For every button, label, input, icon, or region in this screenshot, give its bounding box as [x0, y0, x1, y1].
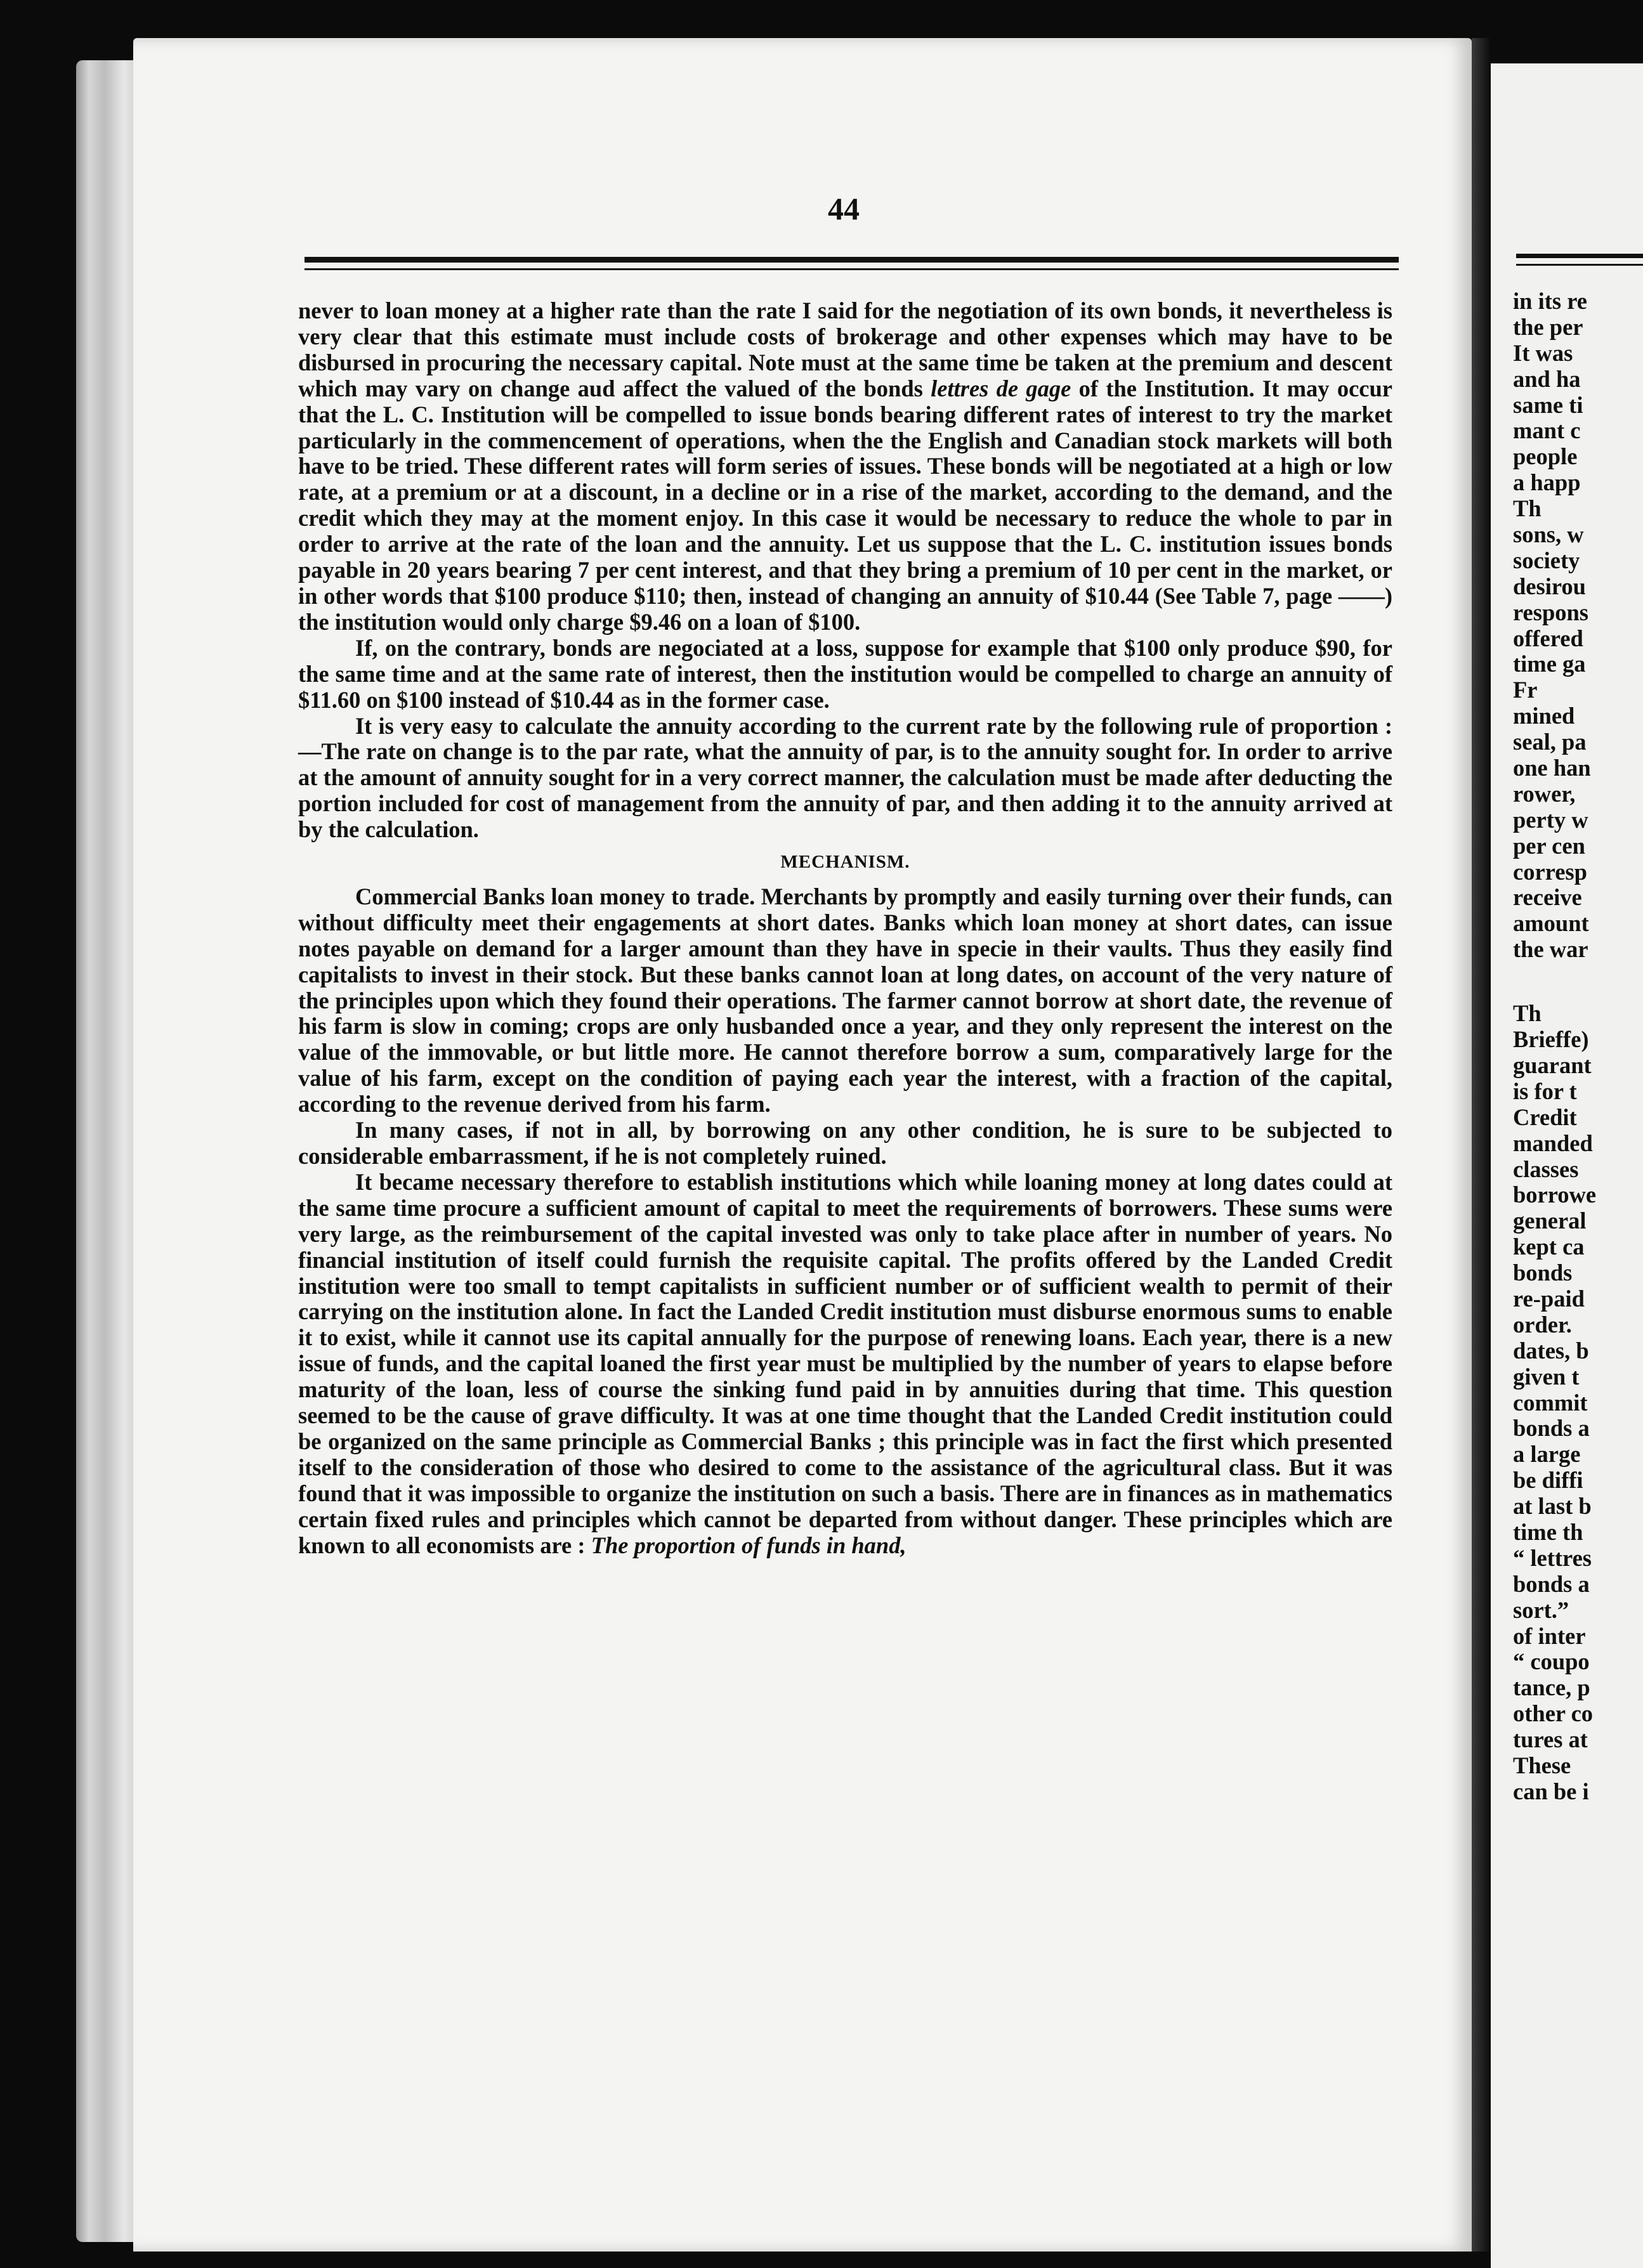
paragraph: It became necessary therefore to establish institutions which while loaning money at long dates could at the same time procure a sufficient amount of capital to meet the requirements of borrowers. These sums were very large, as the reimbursement of the capital invested was only to take place after in number of years. No financial institution of itself could furnish the requisite capital. The profits offered by the Landed Credit institution were too small to tempt capitalists in sufficient number or of sufficient wealth to permit of their carrying on the institution alone. In fact the Landed Credit institution must disburse enormous sums to enable it to exist, while it cannot use its capital annually for the purpose of renewing loans. Each year, there is a new issue of funds, and the capital loaned the first year must be multiplied by the number of years to elapse before maturity of the loan, less of course the sinking fund paid in by annuities during that time. This question seemed to be the cause of grave difficulty. It was at one time thought that the Landed Credit institution could be organized on the same principle as Commercial Banks ; this principle was in fact the first which presented itself to the consideration of those who desired to come to the assistance of the agricultural class. But it was found that it was impossible to organize the institution on such a basis. There are in finances as in mathematics certain fixed rules and principles which cannot be departed from without danger. These principles which are known to all economists are : The proportion of funds in hand, — [298, 1168, 1392, 1558]
paragraph: never to loan money at a higher rate than the rate I said for the negotiation of its own bonds, it nevertheless is very clear that this estimate must include costs of brokerage and other expenses which may have to be disbursed in procuring the necessary capital. Note must at the same time be taken at the premium and descent which may vary on change aud affect the valued of the bonds lettres de gage of the Institution. It may occur that the L. C. Institution will be compelled to issue bonds bearing different rates of interest to try the market particularly in the commencement of operations, when the the English and Canadian stock markets will both have to be tried. These different rates will form series of issues. These bonds will be negotiated at a high or low rate, at a premium or at a discount, in a decline or in a rise of the market, according to the demand, and the credit which they may at the moment enjoy. In this case it would be necessary to reduce the whole to par in order to arrive at the rate of the loan and the annuity. Let us suppose that the L. C. institution issues bonds payable in 20 years bearing 7 per cent interest, and that they bring a premium of 10 per cent in the market, or in other words that $100 produce $110; then, instead of changing an annuity of $10.44 (See Table 7, page ——) the institution would only charge $9.46 on a loan of $100. — [298, 297, 1392, 635]
facing-line: bonds a — [1513, 1570, 1590, 1597]
paragraph: If, on the contrary, bonds are negociated at a loss, suppose for example that $100 only produce $90, for the same time and at the same rate of interest, then the institution would be compelled to charge an annuity of $11.60 on $100 instead of $10.44 as in the former case. — [298, 634, 1392, 713]
facing-line: These — [1513, 1752, 1571, 1778]
facing-line: kept ca — [1513, 1234, 1585, 1260]
facing-line: be diffi — [1513, 1467, 1583, 1494]
book-gutter — [1472, 38, 1491, 2252]
facing-line: Th — [1513, 495, 1542, 522]
facing-line: It was — [1513, 339, 1573, 366]
facing-line: manded — [1513, 1130, 1593, 1156]
facing-line: people — [1513, 443, 1578, 470]
facing-line: a happ — [1513, 469, 1581, 496]
facing-line: the war — [1513, 936, 1588, 963]
facing-line: same ti — [1513, 391, 1583, 418]
facing-line: society — [1513, 547, 1580, 573]
body-text — [298, 298, 1392, 1559]
header-rule-thick — [304, 257, 1399, 263]
facing-line: per cen — [1513, 832, 1585, 859]
facing-line: of inter — [1513, 1622, 1586, 1649]
section-heading: MECHANISM. — [780, 852, 910, 873]
facing-line: borrowe — [1513, 1182, 1597, 1208]
facing-rule-thin — [1516, 264, 1643, 266]
facing-line: sort.” — [1513, 1596, 1569, 1623]
facing-line: the per — [1513, 313, 1583, 340]
facing-line: order. — [1513, 1311, 1572, 1338]
facing-line: at last b — [1513, 1493, 1592, 1520]
facing-line: amount — [1513, 910, 1589, 937]
facing-line: classes — [1513, 1156, 1579, 1182]
book-edge — [76, 60, 140, 2242]
facing-line: rower, — [1513, 780, 1576, 807]
facing-line: perty w — [1513, 806, 1588, 833]
facing-line — [1513, 963, 1643, 1001]
facing-line: “ lettres — [1513, 1544, 1592, 1571]
facing-line: guarant — [1513, 1052, 1592, 1078]
facing-line: Credit — [1513, 1104, 1577, 1130]
facing-line: general — [1513, 1208, 1587, 1234]
page-number: 44 — [828, 191, 860, 226]
facing-line: other co — [1513, 1700, 1594, 1727]
paragraph: It is very easy to calculate the annuity according to the current rate by the following rule of proportion :—The rate on change is to the par rate, what the annuity of par, is to the annuity sought for. In order to arrive at the amount of annuity sought for in a very correct manner, the calculation must be made after deducting the portion included for cost of management from the annuity of par, and then adding it to the annuity arrived at by the calculation. — [298, 712, 1392, 843]
facing-rule-thick — [1516, 254, 1643, 258]
facing-line: a large — [1513, 1441, 1581, 1468]
facing-line: in its re — [1513, 288, 1587, 314]
facing-line: “ coupo — [1513, 1648, 1590, 1675]
facing-page-text — [1513, 289, 1643, 1805]
facing-line: mined — [1513, 703, 1575, 729]
facing-line: Th — [1513, 1000, 1542, 1027]
facing-line: time th — [1513, 1518, 1583, 1545]
facing-line: re-paid — [1513, 1285, 1585, 1312]
facing-line: commit — [1513, 1389, 1588, 1416]
facing-line: tures at — [1513, 1726, 1588, 1753]
facing-line: desirou — [1513, 573, 1586, 599]
facing-line: mant c — [1513, 417, 1581, 444]
facing-line: is for t — [1513, 1078, 1577, 1104]
facing-line: bonds a — [1513, 1415, 1590, 1442]
facing-line: Fr — [1513, 677, 1538, 703]
facing-page — [1491, 63, 1643, 2268]
facing-line: corresp — [1513, 858, 1587, 885]
facing-line: time ga — [1513, 651, 1586, 677]
header-rule-thin — [304, 268, 1399, 270]
facing-line: Brieffe) — [1513, 1026, 1589, 1053]
facing-line: dates, b — [1513, 1337, 1589, 1364]
facing-line: can be i — [1513, 1778, 1589, 1804]
facing-line: respons — [1513, 599, 1588, 625]
facing-line: one han — [1513, 755, 1591, 781]
paragraph: Commercial Banks loan money to trade. Merchants by promptly and easily turning over their funds, can without difficulty meet their engagements at short dates. Banks which loan money at short dates, can issue notes payable on demand for a larger amount than they have in specie in their vaults. Thus they easily find capitalists to invest in their stock. But these banks cannot loan at long dates, on account of the very nature of the principles upon which they found their operations. The farmer cannot borrow at short date, the revenue of his farm is slow in coming; crops are only husbanded once a year, and they only represent the interest on the value of the immovable, or but little more. He cannot therefore borrow a sum, comparatively large for the value of his farm, except on the condition of paying each year the interest, with a fraction of the capital, according to the revenue derived from his farm. — [298, 883, 1392, 1118]
paragraph: In many cases, if not in all, by borrowing on any other condition, he is sure to be subjected to considerable embarrassment, if he is not completely ruined. — [298, 1117, 1392, 1169]
facing-line: given t — [1513, 1363, 1580, 1390]
facing-line: receive — [1513, 884, 1582, 911]
facing-line: seal, pa — [1513, 729, 1587, 755]
facing-line: bonds — [1513, 1260, 1573, 1286]
facing-line: offered — [1513, 625, 1583, 651]
facing-line: tance, p — [1513, 1674, 1590, 1701]
facing-line: and ha — [1513, 365, 1581, 392]
facing-line: sons, w — [1513, 521, 1584, 548]
